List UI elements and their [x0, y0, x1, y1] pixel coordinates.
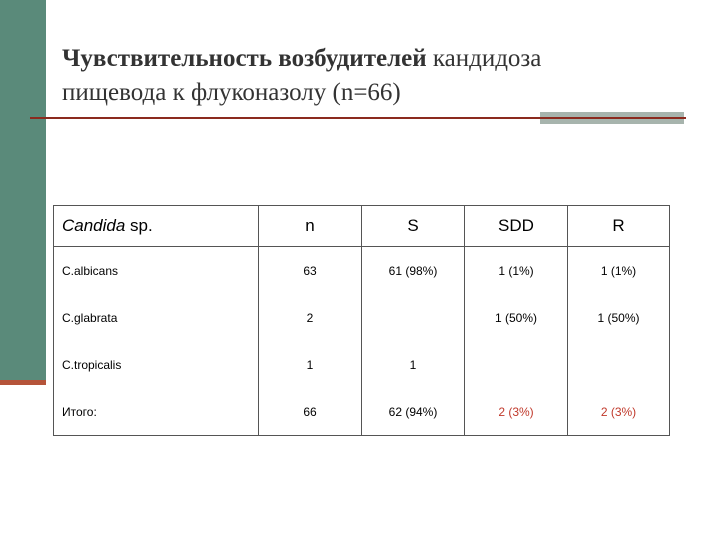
decorative-sidebar-edge	[0, 380, 46, 385]
cell-n: 63	[259, 247, 362, 295]
cell-species: C.albicans	[54, 247, 259, 295]
cell-n: 1	[259, 341, 362, 388]
cell-s: 62 (94%)	[362, 388, 465, 436]
table-row	[54, 294, 670, 341]
sensitivity-table	[53, 205, 670, 436]
title-bold-part: Чувствительность возбудителей	[62, 45, 427, 72]
table-row	[54, 247, 670, 295]
cell-s: 61 (98%)	[362, 247, 465, 295]
cell-sdd: 1 (50%)	[465, 294, 568, 341]
cell-r	[568, 341, 670, 388]
header-r: R	[568, 206, 670, 247]
cell-r: 2 (3%)	[568, 388, 670, 436]
table-row	[54, 341, 670, 388]
title-rule	[30, 117, 686, 119]
cell-species: C.glabrata	[54, 294, 259, 341]
cell-n: 2	[259, 294, 362, 341]
cell-sdd	[465, 341, 568, 388]
header-species: Candida sp.	[54, 206, 259, 247]
cell-r: 1 (50%)	[568, 294, 670, 341]
cell-r: 1 (1%)	[568, 247, 670, 295]
header-sdd: SDD	[465, 206, 568, 247]
decorative-sidebar	[0, 0, 46, 380]
cell-n: 66	[259, 388, 362, 436]
title-second-line: пищевода к флуконазолу (n=66)	[62, 79, 401, 106]
cell-sdd: 2 (3%)	[465, 388, 568, 436]
header-s: S	[362, 206, 465, 247]
title-rest-part: кандидоза	[426, 45, 542, 72]
cell-sdd: 1 (1%)	[465, 247, 568, 295]
cell-species: Итого:	[54, 388, 259, 436]
header-n: n	[259, 206, 362, 247]
cell-species: C.tropicalis	[54, 341, 259, 388]
cell-s	[362, 294, 465, 341]
cell-s: 1	[362, 341, 465, 388]
table-header-row	[54, 206, 670, 247]
slide-title	[62, 42, 682, 110]
table-total-row	[54, 388, 670, 436]
